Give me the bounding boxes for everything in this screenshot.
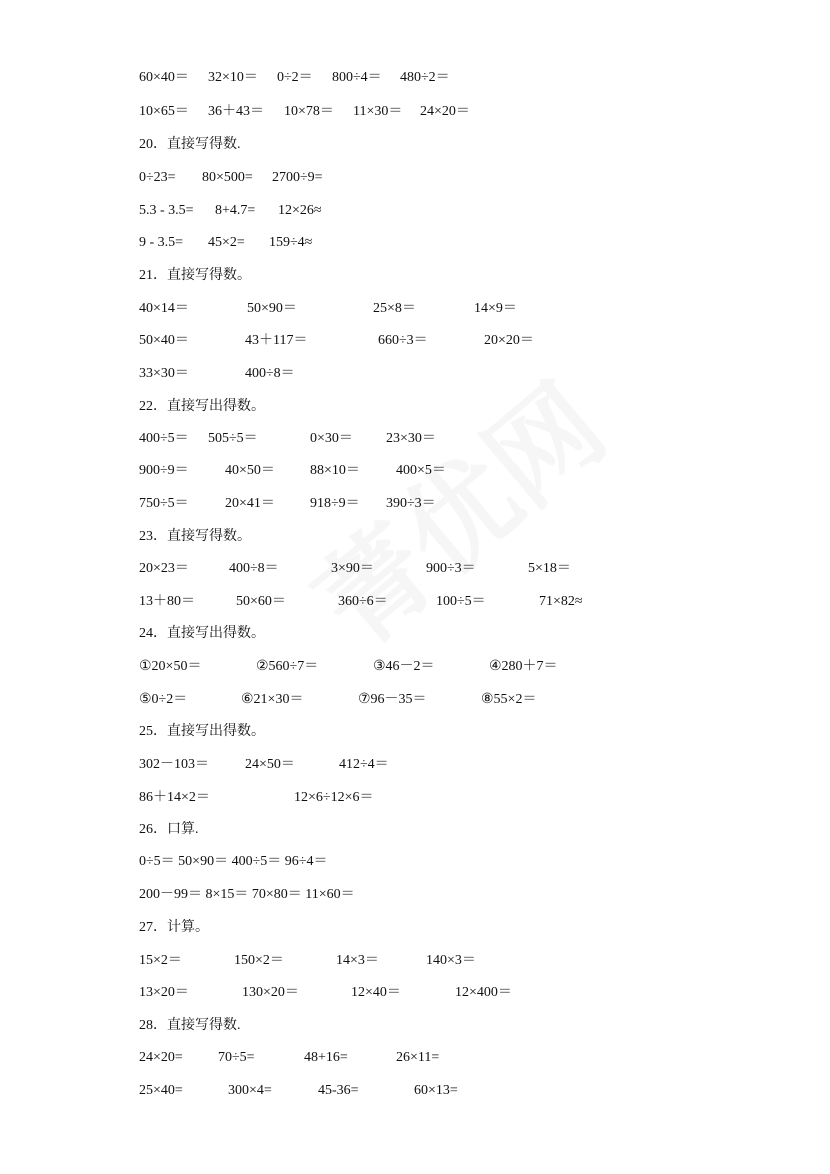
- problem-row: [0, 852, 830, 872]
- question-heading: 20．直接写得数.: [139, 137, 241, 152]
- math-problem: 8+4.7=: [215, 203, 256, 218]
- math-problem: ⑦96－35＝: [358, 692, 427, 707]
- math-problem: 45×2=: [208, 235, 245, 250]
- problem-row: [0, 1048, 830, 1068]
- math-problem: 40×14＝: [139, 301, 189, 316]
- math-problem: 400÷5＝: [139, 431, 189, 446]
- math-problem: 302－103＝: [139, 757, 209, 772]
- problem-row: [0, 657, 830, 677]
- math-problem: 24×20＝: [420, 104, 470, 119]
- math-problem: 32×10＝: [208, 70, 258, 85]
- math-problem: ②560÷7＝: [256, 659, 319, 674]
- math-problem: 43＋117＝: [245, 333, 308, 348]
- problem-row: [0, 461, 830, 481]
- math-problem: 390÷3＝: [386, 496, 436, 511]
- math-problem: 360÷6＝: [338, 594, 388, 609]
- math-problem: 25×8＝: [373, 301, 416, 316]
- math-problem: 300×4=: [228, 1083, 272, 1098]
- math-problem: 13＋80＝: [139, 594, 195, 609]
- problem-row: [0, 494, 830, 514]
- math-problem: 48+16=: [304, 1050, 348, 1065]
- question-heading: 25．直接写出得数。: [139, 724, 265, 739]
- math-problem: ⑥21×30＝: [241, 692, 304, 707]
- math-problem: 36＋43＝: [208, 104, 264, 119]
- math-problem: 12×26≈: [278, 203, 322, 218]
- math-problem: 13×20＝: [139, 985, 189, 1000]
- math-problem: 50×60＝: [236, 594, 286, 609]
- problem-row: [0, 755, 830, 775]
- math-problem: 100÷5＝: [436, 594, 486, 609]
- question-heading: 28．直接写得数.: [139, 1018, 241, 1033]
- math-problem: ⑧55×2＝: [481, 692, 537, 707]
- math-problem: ①20×50＝: [139, 659, 202, 674]
- math-problem: 25×40=: [139, 1083, 183, 1098]
- math-problem: ④280＋7＝: [489, 659, 558, 674]
- problem-row: [0, 168, 830, 188]
- math-problem: 20×23＝: [139, 561, 189, 576]
- math-problem: 400÷8＝: [245, 366, 295, 381]
- math-problem: 10×65＝: [139, 104, 189, 119]
- math-problem: 140×3＝: [426, 953, 476, 968]
- problem-row: [0, 68, 830, 88]
- question-heading: 23．直接写得数。: [139, 529, 251, 544]
- math-problem: 14×3＝: [336, 953, 379, 968]
- math-problem: 0÷23=: [139, 170, 176, 185]
- problem-row: [0, 233, 830, 253]
- question-heading: 24．直接写出得数。: [139, 626, 265, 641]
- math-problem: 5×18＝: [528, 561, 571, 576]
- math-problem: 11×30＝: [353, 104, 403, 119]
- math-problem: ③46－2＝: [373, 659, 435, 674]
- math-problem: 660÷3＝: [378, 333, 428, 348]
- math-problem: 20×41＝: [225, 496, 275, 511]
- math-problem: 12×6÷12×6＝: [294, 790, 374, 805]
- math-problem: 24×20=: [139, 1050, 183, 1065]
- math-problem: 71×82≈: [539, 594, 583, 609]
- problem-row: [0, 885, 830, 905]
- math-problem: 150×2＝: [234, 953, 284, 968]
- math-problem: 10×78＝: [284, 104, 334, 119]
- math-problem: 60×40＝: [139, 70, 189, 85]
- problem-row: [0, 299, 830, 319]
- problem-row: [0, 1081, 830, 1101]
- math-problem: 480÷2＝: [400, 70, 450, 85]
- math-problem: 412÷4＝: [339, 757, 389, 772]
- question-heading: 27．计算。: [139, 920, 209, 935]
- math-problem: ⑤0÷2＝: [139, 692, 188, 707]
- math-problem: 900÷3＝: [426, 561, 476, 576]
- problem-row: [0, 429, 830, 449]
- math-problem: 0÷2＝: [277, 70, 313, 85]
- math-problem: 800÷4＝: [332, 70, 382, 85]
- math-problem: 24×50＝: [245, 757, 295, 772]
- math-problem: 20×20＝: [484, 333, 534, 348]
- math-problem: 70÷5=: [218, 1050, 255, 1065]
- math-problem: 0÷5＝ 50×90＝ 400÷5＝ 96÷4＝: [139, 854, 328, 869]
- math-problem: 12×400＝: [455, 985, 512, 1000]
- problem-row: [0, 690, 830, 710]
- math-problem: 5.3 - 3.5=: [139, 203, 194, 218]
- math-problem: 33×30＝: [139, 366, 189, 381]
- problem-row: [0, 201, 830, 221]
- problem-row: [0, 364, 830, 384]
- math-problem: 15×2＝: [139, 953, 182, 968]
- problem-row: [0, 951, 830, 971]
- math-problem: 26×11=: [396, 1050, 440, 1065]
- problem-row: [0, 331, 830, 351]
- math-problem: 900÷9＝: [139, 463, 189, 478]
- math-problem: 0×30＝: [310, 431, 353, 446]
- math-problem: 505÷5＝: [208, 431, 258, 446]
- math-problem: 12×40＝: [351, 985, 401, 1000]
- math-problem: 40×50＝: [225, 463, 275, 478]
- math-problem: 200－99＝ 8×15＝ 70×80＝ 11×60＝: [139, 887, 355, 902]
- math-problem: 60×13=: [414, 1083, 458, 1098]
- problem-row: [0, 102, 830, 122]
- math-problem: 23×30＝: [386, 431, 436, 446]
- math-problem: 50×90＝: [247, 301, 297, 316]
- math-problem: 2700÷9=: [272, 170, 323, 185]
- math-problem: 50×40＝: [139, 333, 189, 348]
- math-problem: 3×90＝: [331, 561, 374, 576]
- problem-row: [0, 559, 830, 579]
- question-heading: 26．口算.: [139, 822, 199, 837]
- problem-row: [0, 983, 830, 1003]
- problem-row: [0, 592, 830, 612]
- question-heading: 21．直接写得数。: [139, 268, 251, 283]
- math-problem: 86＋14×2＝: [139, 790, 210, 805]
- math-problem: 80×500=: [202, 170, 253, 185]
- question-heading: 22．直接写出得数。: [139, 399, 265, 414]
- math-problem: 14×9＝: [474, 301, 517, 316]
- math-problem: 9 - 3.5=: [139, 235, 184, 250]
- math-problem: 400×5＝: [396, 463, 446, 478]
- math-problem: 159÷4≈: [269, 235, 313, 250]
- math-problem: 750÷5＝: [139, 496, 189, 511]
- math-problem: 45-36=: [318, 1083, 359, 1098]
- math-problem: 400÷8＝: [229, 561, 279, 576]
- math-problem: 88×10＝: [310, 463, 360, 478]
- math-problem: 918÷9＝: [310, 496, 360, 511]
- math-problem: 130×20＝: [242, 985, 299, 1000]
- problem-row: [0, 788, 830, 808]
